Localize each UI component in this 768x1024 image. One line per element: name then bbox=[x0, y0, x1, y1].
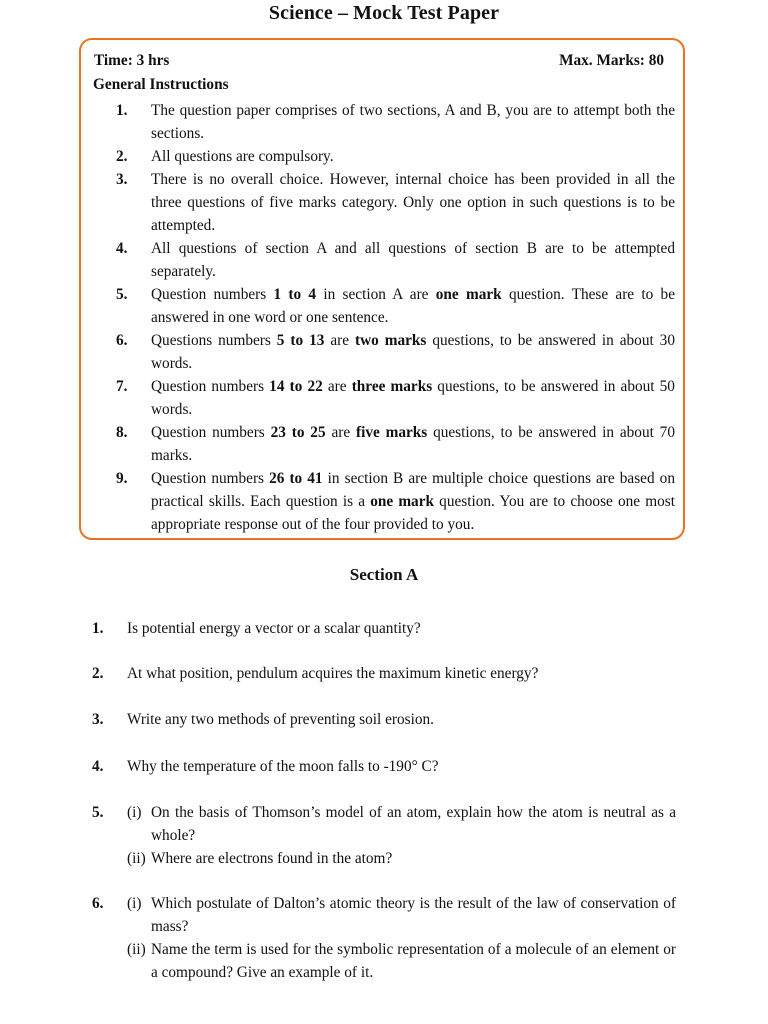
section-title: Section A bbox=[349, 565, 419, 584]
time-label: Time: 3 hrs bbox=[94, 52, 170, 69]
instruction-segment: are bbox=[324, 332, 355, 349]
sub-question-label: (i) bbox=[127, 895, 142, 912]
question-number: 3. bbox=[92, 711, 104, 728]
instructions-list bbox=[95, 99, 675, 536]
question-item bbox=[92, 708, 676, 731]
instruction-segment: question. You are to choose one most appropriate response out of the four provided to you. bbox=[151, 493, 675, 533]
instruction-item bbox=[95, 467, 675, 536]
instruction-text bbox=[151, 168, 675, 237]
instruction-segment: There is no overall choice. However, internal choice has been provided in all the three questions of five marks category. Only one option in such questions is to be attempted. bbox=[151, 171, 675, 234]
instruction-segment: question. These are to be answered in one word or one sentence. bbox=[151, 286, 675, 326]
question-item bbox=[92, 801, 676, 870]
sub-question bbox=[127, 938, 676, 984]
instruction-number: 2. bbox=[116, 148, 128, 165]
question-number: 6. bbox=[92, 895, 104, 912]
instruction-item bbox=[95, 421, 675, 467]
instruction-number: 8. bbox=[116, 424, 128, 441]
question-text: At what position, pendulum acquires the maximum kinetic energy? bbox=[127, 665, 539, 682]
sub-question bbox=[127, 892, 676, 938]
instruction-emphasis: two marks bbox=[355, 332, 427, 349]
instruction-number: 3. bbox=[116, 171, 128, 188]
question-number: 2. bbox=[92, 665, 104, 682]
instruction-segment: are bbox=[325, 424, 356, 441]
instruction-emphasis: 26 to 41 bbox=[269, 470, 323, 487]
instruction-number: 7. bbox=[116, 378, 128, 395]
instruction-segment: questions, to be answered in about 50 words. bbox=[151, 378, 675, 418]
sub-question-text: On the basis of Thomson’s model of an atom, explain how the atom is neutral as a whole? bbox=[151, 804, 676, 844]
instruction-emphasis: one mark bbox=[435, 286, 502, 303]
instruction-segment: questions, to be answered in about 30 words. bbox=[151, 332, 675, 372]
sub-question-text: Name the term is used for the symbolic representation of a molecule of an element or a compound? Give an example of it. bbox=[151, 941, 676, 981]
instruction-emphasis: 14 to 22 bbox=[269, 378, 323, 395]
instruction-text bbox=[151, 145, 675, 168]
instruction-item bbox=[95, 283, 675, 329]
instruction-number: 1. bbox=[116, 102, 128, 119]
instruction-item bbox=[95, 145, 675, 168]
instructions-heading: General Instructions bbox=[93, 76, 229, 93]
instruction-item bbox=[95, 375, 675, 421]
instruction-text bbox=[151, 99, 675, 145]
instruction-text bbox=[151, 329, 675, 375]
instruction-segment: The question paper comprises of two sections, A and B, you are to attempt both the sections. bbox=[151, 102, 675, 142]
instruction-emphasis: one mark bbox=[370, 493, 435, 510]
sub-question-label: (ii) bbox=[127, 941, 146, 958]
instruction-number: 4. bbox=[116, 240, 128, 257]
question-number: 4. bbox=[92, 758, 104, 775]
instruction-text bbox=[151, 467, 675, 536]
instruction-segment: Question numbers bbox=[151, 378, 270, 395]
sub-question-text: Where are electrons found in the atom? bbox=[151, 850, 393, 867]
instruction-segment: in section A are bbox=[316, 286, 436, 303]
instruction-segment: Question numbers bbox=[151, 470, 270, 487]
instruction-text bbox=[151, 375, 675, 421]
instruction-item bbox=[95, 237, 675, 283]
question-number: 1. bbox=[92, 620, 104, 637]
question-item bbox=[92, 755, 676, 778]
question-text: Why the temperature of the moon falls to -190° C? bbox=[127, 758, 439, 775]
max-marks-label: Max. Marks: 80 bbox=[559, 52, 664, 69]
question-text: Is potential energy a vector or a scalar quantity? bbox=[127, 620, 421, 637]
instruction-number: 5. bbox=[116, 286, 128, 303]
instruction-item bbox=[95, 99, 675, 145]
instruction-emphasis: 5 to 13 bbox=[276, 332, 325, 349]
question-number: 5. bbox=[92, 804, 104, 821]
question-item bbox=[92, 892, 676, 984]
instruction-number: 9. bbox=[116, 470, 128, 487]
instruction-segment: All questions of section A and all questions of section B are to be attempted separately. bbox=[151, 240, 675, 280]
instruction-segment: in section B are multiple choice questions are based on practical skills. Each question is a bbox=[151, 470, 675, 510]
instruction-text bbox=[151, 283, 675, 329]
sub-question-label: (ii) bbox=[127, 850, 146, 867]
sub-question bbox=[127, 801, 676, 847]
question-text: Write any two methods of preventing soil erosion. bbox=[127, 711, 434, 728]
instruction-segment: Question numbers bbox=[151, 424, 271, 441]
instruction-number: 6. bbox=[116, 332, 128, 349]
instruction-emphasis: three marks bbox=[351, 378, 433, 395]
question-item bbox=[92, 662, 676, 685]
instruction-segment: are bbox=[322, 378, 352, 395]
instruction-segment: Question numbers bbox=[151, 286, 274, 303]
instruction-segment: Questions numbers bbox=[151, 332, 277, 349]
instruction-item bbox=[95, 168, 675, 237]
page-title: Science – Mock Test Paper bbox=[268, 2, 500, 24]
sub-question-label: (i) bbox=[127, 804, 142, 821]
exam-meta bbox=[94, 52, 664, 70]
instruction-item bbox=[95, 329, 675, 375]
sub-question-text: Which postulate of Dalton’s atomic theory is the result of the law of conservation of mass? bbox=[151, 895, 676, 935]
instruction-emphasis: 1 to 4 bbox=[273, 286, 317, 303]
question-item bbox=[92, 617, 676, 640]
sub-question bbox=[127, 847, 676, 870]
instruction-text bbox=[151, 421, 675, 467]
instruction-segment: All questions are compulsory. bbox=[151, 148, 334, 165]
instruction-emphasis: 23 to 25 bbox=[270, 424, 326, 441]
instruction-emphasis: five marks bbox=[355, 424, 428, 441]
instruction-text bbox=[151, 237, 675, 283]
instruction-segment: questions, to be answered in about 70 marks. bbox=[151, 424, 675, 464]
